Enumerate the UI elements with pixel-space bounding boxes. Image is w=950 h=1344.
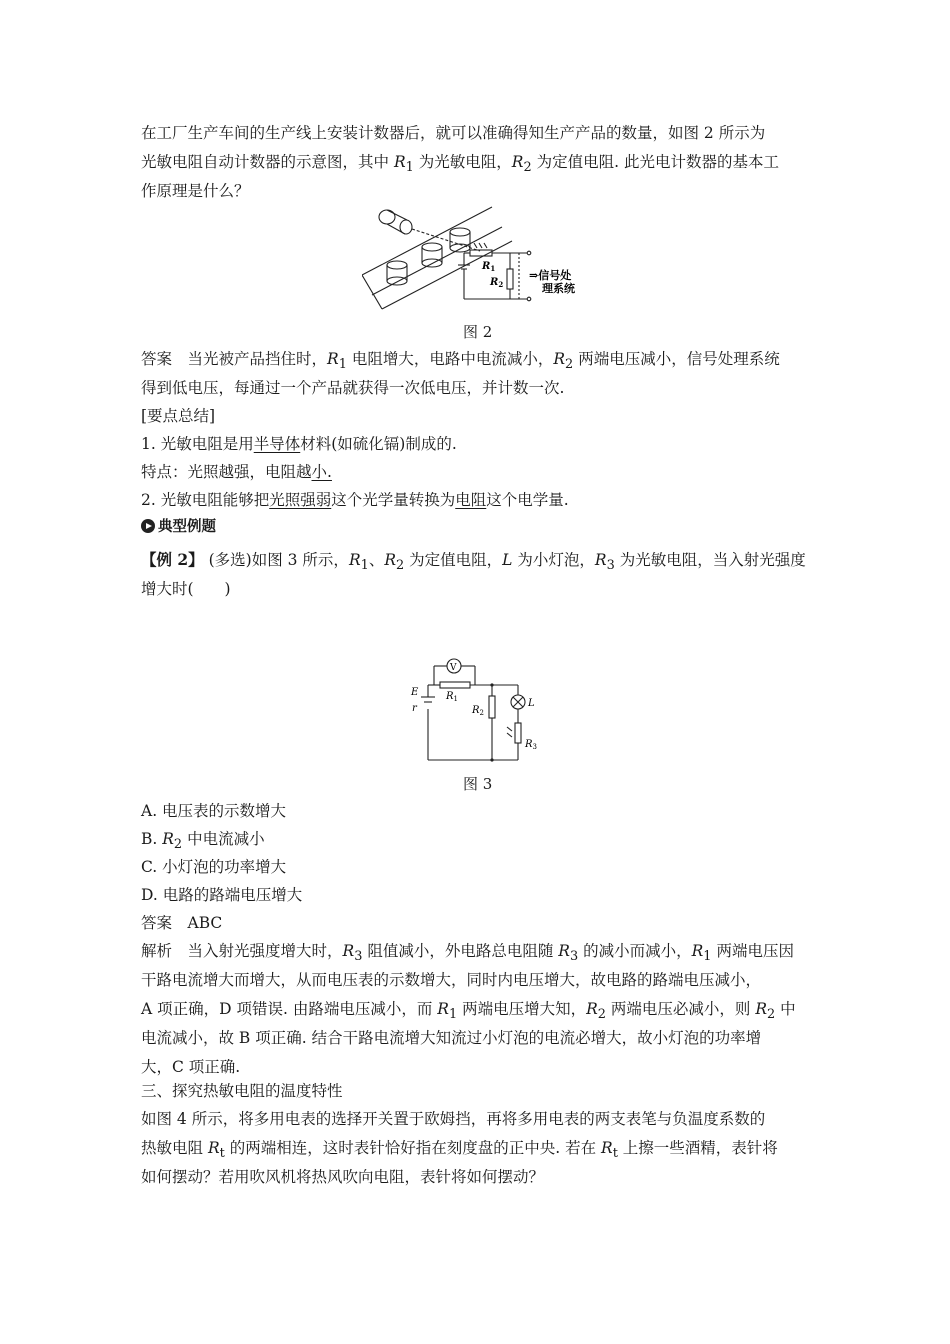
var-r: R [755,1000,768,1018]
subscript: 2 [396,558,405,574]
section-3-line-1: 如图 4 所示，将多用电表的选择开关置于欧姆挡，再将多用电表的两支表笔与负温度系数的 [141,1110,766,1128]
section-3-line-2 [141,1138,778,1164]
answer-label: 答案 [141,914,173,932]
label-r2: R [472,705,480,716]
analysis-label: 解析 [141,942,173,960]
subscript: 1 [448,1007,458,1023]
var-r: R [586,1000,598,1018]
signal-label-1: ⇒信号处 [529,269,572,282]
text: 光敏电阻自动计数器的示意图，其中 [141,153,394,171]
subscript: 3 [532,743,537,751]
subscript: 2 [565,357,574,373]
svg-text:R1 [445,691,458,703]
var-r: R [511,153,524,171]
subscript: 2 [767,1007,776,1023]
subscript: 3 [354,949,363,965]
text: 特点：光照越强，电阻越 [141,463,312,481]
var-r: R [601,1139,613,1157]
label-r1: R [446,691,454,702]
analysis-line-5: 大，C 项正确. [141,1058,241,1076]
example-heading [141,517,216,537]
answer-label: 答案 [141,350,173,368]
text: 1. 光敏电阻是用 [141,435,254,453]
subscript: 1 [490,264,496,273]
svg-text:R3 [524,739,537,751]
var-r: R [342,942,355,960]
section-3-title: 三、探究热敏电阻的温度特性 [141,1082,343,1100]
fill-blank: 光照强弱 [269,491,332,509]
example-tag: 【例 2】 [141,550,204,569]
text: 电阻增大，电路中电流减小， [346,350,554,368]
text: 、 [368,551,385,569]
text: 这个电学量. [486,491,569,509]
var-r: R [207,1139,220,1157]
subscript: 2 [498,280,504,289]
figure-label-r1: R [482,261,491,272]
text: 这个光学量转换为 [331,491,456,509]
text: 热敏电阻 [141,1139,208,1157]
var-r: R [393,153,406,171]
fill-blank: 小. [311,463,332,481]
var-r: R [348,551,361,569]
text: 阻值减小，外电路总电阻随 [362,942,559,960]
var-r: R [691,942,704,960]
option-b [141,829,265,855]
text: 为定值电阻. 此光电计数器的基本工 [531,153,779,171]
subscript: 2 [173,837,183,853]
text: 得到低电压，每通过一个产品就获得一次低电压，并计数一次. [141,379,565,397]
svg-text:R1 [481,261,495,273]
example-2-line-2: 增大时( ) [141,580,231,598]
figure-2-counter-diagram [362,203,602,313]
var-r: R [437,1000,449,1018]
subscript: 1 [703,949,712,965]
text: 为光敏电阻，当入射光强度 [614,551,806,569]
summary-item-2 [141,490,569,510]
analysis-line-4: 电流减小，故 B 项正确. 结合干路电流增大知流过小灯泡的电流必增大，故小灯泡的功率增 [141,1029,762,1047]
subscript: 1 [453,695,458,703]
var-r: R [558,942,570,960]
var-r: R [553,350,566,368]
figure-label-r2: R [490,277,499,288]
fill-blank: 半导体 [253,435,301,453]
play-circle-icon [141,519,155,533]
subscript: t [612,1146,618,1162]
intro-line-3 [141,181,250,201]
option-d: D. 电路的路端电压增大 [141,886,303,904]
var-r: R [327,350,339,368]
intro-line-2 [141,152,779,178]
answer-1-line-2 [141,378,564,398]
text: 2. 光敏电阻能够把 [141,491,270,509]
answer-2 [141,913,222,933]
signal-label-2: 理系统 [542,282,575,295]
subscript: 3 [606,558,615,574]
voltmeter-label: V [450,663,457,673]
text: 两端电压因 [711,942,794,960]
answer-value: ABC [187,914,223,932]
subscript: 2 [479,709,484,717]
heading-text: 典型例题 [158,519,216,535]
svg-text:R2 [471,705,484,717]
text: 的两端相连，这时表针恰好指在刻度盘的正中央. 若在 [224,1139,602,1157]
answer-1-line-1 [141,349,780,375]
label-r: r [412,703,417,714]
option-c: C. 小灯泡的功率增大 [141,858,287,876]
text: A 项正确，D 项错误. 由路端电压减小，而 [141,1000,438,1018]
label-r3: R [525,739,533,750]
summary-item-1 [141,434,457,454]
text: 作原理是什么？ [141,182,250,200]
text: 中电流减小 [182,830,265,848]
var-l: L [502,551,513,569]
text: 当入射光强度增大时， [187,942,343,960]
subscript: 2 [523,160,532,176]
subscript: 2 [597,1007,606,1023]
analysis-line-3 [141,999,796,1025]
text: 为定值电阻， [404,551,503,569]
text: 为光敏电阻， [413,153,512,171]
analysis-line-1 [141,941,794,967]
text: 两端电压必减小，则 [605,1000,756,1018]
var-r: R [594,551,607,569]
text: 两端电压增大知， [457,1000,587,1018]
figure-3-caption: 图 3 [463,775,493,793]
subscript: 1 [338,357,347,373]
summary-title: [要点总结] [141,407,216,425]
text: 当光被产品挡住时， [187,350,328,368]
text: 上擦一些酒精，表针将 [617,1139,778,1157]
var-r: R [384,551,397,569]
subscript: 1 [405,160,414,176]
example-2-line-1 [141,550,806,576]
section-3-line-3: 如何摆动？若用吹风机将热风吹向电阻，表针将如何摆动？ [141,1168,545,1186]
intro-line-1 [141,123,765,143]
text: 的减小而减小， [578,942,692,960]
subscript: 3 [569,949,579,965]
figure-3-circuit-diagram [408,655,548,765]
analysis-line-2: 干路电流增大而增大，从而电压表的示数增大，同时内电压增大，故电路的路端电压减小， [141,971,762,989]
text: 中 [775,1000,796,1018]
summary-feature [141,462,332,482]
label-l: L [528,698,535,709]
text: 材料(如硫化镉)制成的. [300,435,457,453]
var-r: R [162,830,174,848]
figure-2-caption: 图 2 [463,323,493,341]
text: 两端电压减小，信号处理系统 [573,350,780,368]
subscript: 1 [360,558,369,574]
fill-blank: 电阻 [455,491,487,509]
text: 为小灯泡， [512,551,595,569]
text: B. [141,830,163,848]
label-e: E [411,687,419,698]
text: 在工厂生产车间的生产线上安装计数器后，就可以准确得知生产产品的数量，如图 2 所示为 [141,124,766,142]
subscript: t [219,1146,225,1162]
option-a: A. 电压表的示数增大 [141,802,287,820]
svg-text:R2 [489,277,503,289]
text: (多选)如图 3 所示， [203,551,349,569]
